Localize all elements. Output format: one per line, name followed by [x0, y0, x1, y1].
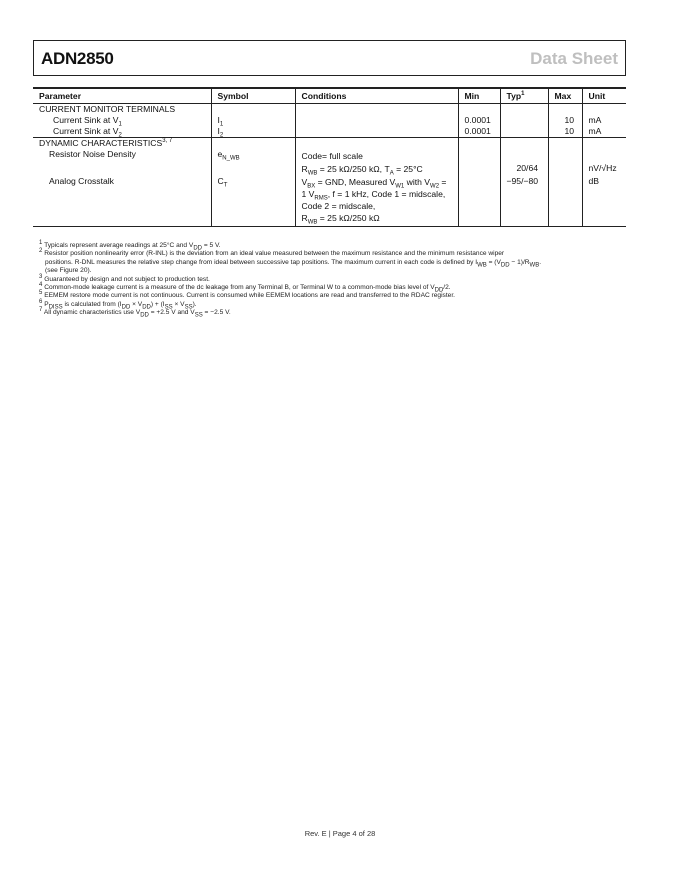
page-footer: Rev. E | Page 4 of 28	[304, 829, 376, 838]
footnote: $^6$ $P_{DISS}$ is calculated from $(I_{DD} \times V_{DD}) + (I_{SS} \times V_{SS})$.	[39, 298, 197, 311]
table-row	[33, 104, 626, 116]
unit-cell: nV/√Hz	[582, 149, 626, 176]
col-header-max: Max	[548, 88, 582, 104]
footnote-continuation: (see Figure 20).	[45, 267, 92, 275]
footnote: $^2$ Resistor position nonlinearity error (R-INL) is the deviation from an ideal value measured between the maximum resistance and the minimum resistance wiper	[39, 248, 505, 258]
unit-cell: mA	[582, 126, 626, 138]
part-number: ADN2850	[41, 49, 114, 68]
symbol-cell: $I_1$	[211, 115, 295, 126]
typ-cell: −95/−80	[500, 176, 548, 227]
col-header-symbol: Symbol	[211, 88, 295, 104]
max-cell: 10	[548, 115, 582, 126]
table-row	[33, 138, 626, 150]
col-header-parameter: Parameter	[33, 88, 211, 104]
spec-table	[33, 87, 626, 227]
col-header-min: Min	[458, 88, 500, 104]
col-header-unit: Unit	[582, 88, 626, 104]
param-cell: Current Sink at $V_1$	[53, 115, 122, 128]
unit-cell: dB	[582, 176, 626, 227]
footnote-continuation: positions. R-DNL measures the relative step change from ideal between successive tap positions. The maximum current in each code is defined by $I_{WB} = (V_{DD} - 1)/R_{WB}$.	[45, 258, 542, 269]
page-header	[33, 40, 626, 76]
footnote: $^1$ Typicals represent average readings at 25°C and $V_{DD} = 5$ V.	[39, 239, 221, 252]
min-cell: 0.0001	[458, 126, 500, 138]
unit-cell: mA	[582, 115, 626, 126]
min-cell: 0.0001	[458, 115, 500, 126]
footnote: $^3$ Guaranteed by design and not subject to production test.	[39, 273, 210, 283]
table-row	[33, 176, 626, 227]
symbol-cell: $C_T$	[211, 176, 295, 227]
conditions-cell: $V_{BX}$ = GND, Measured $V_{W1}$ with $V_{W2}$ = 1 $V_{RMS}$, f = 1 kHz, Code 1 = midscale, Code 2 = midscale, $R_{WB} = 25$ kΩ/250 kΩ	[295, 176, 458, 227]
param-cell: Resistor Noise Density	[49, 149, 136, 159]
footnote: $^5$ EEMEM restore mode current is not continuous. Current is consumed while EEMEM locations are read and transferred to the RDAC register.	[39, 290, 456, 300]
symbol-cell: $I_2$	[211, 126, 295, 138]
table-row	[33, 115, 626, 126]
footnotes	[39, 239, 619, 319]
table-header-row	[33, 88, 626, 104]
symbol-cell: $e_{N\_WB}$	[211, 149, 295, 176]
max-cell: 10	[548, 126, 582, 138]
group-title: DYNAMIC CHARACTERISTICS$^{3, 7}$	[39, 138, 173, 148]
param-cell: Analog Crosstalk	[33, 176, 211, 227]
footnote: $^7$ All dynamic characteristics use $V_{DD} = +2.5$ V and $V_{SS} = -2.5$ V.	[39, 307, 231, 319]
typ-cell: 20/64	[500, 149, 548, 176]
table-row	[33, 149, 626, 176]
doc-type: Data Sheet	[530, 49, 618, 68]
conditions-cell: Code= full scale $R_{WB} = 25$ kΩ/250 kΩ, $T_A = 25^\circ C$	[295, 149, 458, 176]
footnote: $^4$ Common-mode leakage current is a measure of the dc leakage from any Terminal B, or Terminal W to a common-mode bias level of $V_{DD}/2$.	[39, 281, 451, 294]
col-header-conditions: Conditions	[295, 88, 458, 104]
col-header-typ: Typ$^1$	[500, 88, 548, 104]
table-row	[33, 126, 626, 138]
group-title: CURRENT MONITOR TERMINALS	[39, 104, 176, 114]
param-cell: Current Sink at $V_2$	[33, 126, 211, 138]
